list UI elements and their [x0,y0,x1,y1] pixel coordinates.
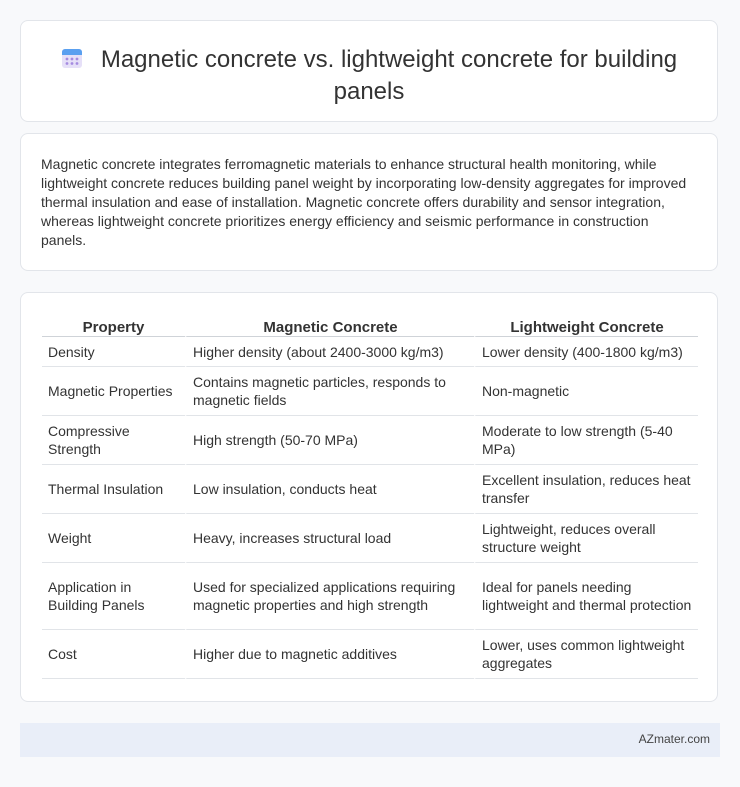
magnetic-cell: Heavy, increases structural load [185,514,474,563]
header-lightweight-concrete: Lightweight Concrete [474,315,698,337]
magnetic-cell: Contains magnetic particles, responds to magnetic fields [185,367,474,416]
lightweight-cell: Ideal for panels needing lightweight and thermal protection [474,563,698,630]
property-cell: Compressive Strength [42,416,185,465]
magnetic-cell: Higher density (about 2400-3000 kg/m3) [185,337,474,367]
table-row [42,630,698,679]
lightweight-cell: Excellent insulation, reduces heat transfer [474,465,698,514]
page-title: Magnetic concrete vs. lightweight concrete for building panels [100,46,678,105]
footer [20,723,720,757]
property-cell: Cost [42,630,185,679]
magnetic-cell: Used for specialized applications requiring magnetic properties and high strength [185,563,474,630]
title-card [20,20,718,122]
table-row [42,563,698,630]
lightweight-cell: Lower density (400-1800 kg/m3) [474,337,698,367]
table-header-row [42,315,698,337]
property-cell: Density [42,337,185,367]
header-property: Property [42,315,185,337]
magnetic-cell: High strength (50-70 MPa) [185,416,474,465]
page-title-wrap [21,45,717,107]
lightweight-cell: Moderate to low strength (5-40 MPa) [474,416,698,465]
table-row [42,367,698,416]
property-cell: Weight [42,514,185,563]
calendar-icon [61,47,83,77]
comparison-table [42,315,698,679]
footer-site-link[interactable]: AZmater.com [638,732,710,746]
table-card [20,292,718,702]
magnetic-cell: Higher due to magnetic additives [185,630,474,679]
table-row [42,465,698,514]
lightweight-cell: Non-magnetic [474,367,698,416]
property-cell: Application in Building Panels [42,563,185,630]
summary-text: Magnetic concrete integrates ferromagnetic materials to enhance structural health monitoring, while lightweight concrete reduces building panel weight by incorporating low-density aggregates for improved thermal insulation and ease of installation. Magnetic concrete offers durability and sensor integration, whereas lightweight concrete prioritizes energy efficiency and seismic performance in construction panels. [41,156,687,248]
property-cell: Magnetic Properties [42,367,185,416]
table-row [42,337,698,367]
property-cell: Thermal Insulation [42,465,185,514]
lightweight-cell: Lower, uses common lightweight aggregates [474,630,698,679]
table-row [42,416,698,465]
summary-card [20,133,718,271]
header-magnetic-concrete: Magnetic Concrete [185,315,474,337]
lightweight-cell: Lightweight, reduces overall structure weight [474,514,698,563]
table-row [42,514,698,563]
magnetic-cell: Low insulation, conducts heat [185,465,474,514]
